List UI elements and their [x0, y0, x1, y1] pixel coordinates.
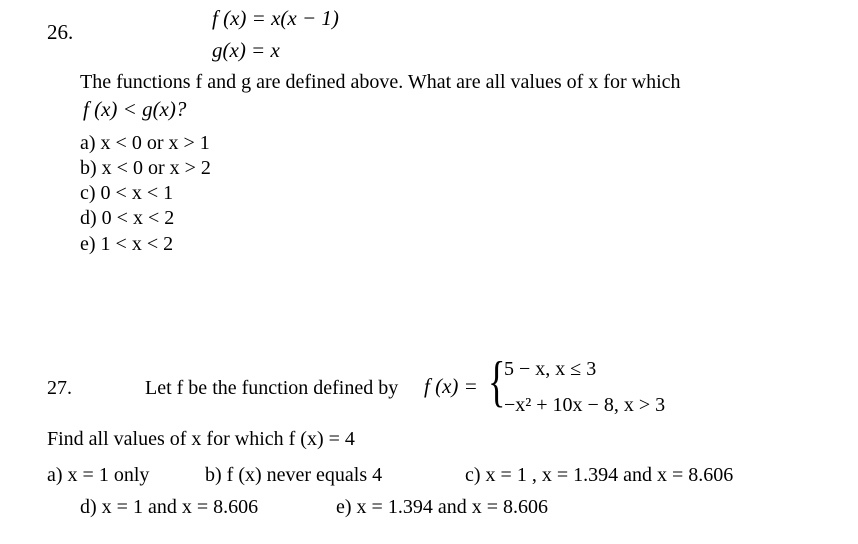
q26-choice-a: a) x < 0 or x > 1: [80, 132, 210, 154]
function-f-definition: f (x) = x(x − 1): [212, 6, 339, 30]
question-26-number: 26.: [47, 20, 74, 44]
q26-choice-b: b) x < 0 or x > 2: [80, 157, 211, 179]
q27-choice-c: c) x = 1 , x = 1.394 and x = 8.606: [465, 464, 734, 486]
question-26-prompt: The functions f and g are defined above. What are all values of x for which: [80, 71, 681, 93]
q27-choice-a: a) x = 1 only: [47, 464, 150, 486]
piecewise-f-label: f (x) =: [424, 374, 478, 398]
q27-choice-e: e) x = 1.394 and x = 8.606: [336, 496, 548, 518]
piecewise-piece-2: −x² + 10x − 8, x > 3: [504, 394, 666, 416]
question-27-lead: Let f be the function defined by: [145, 377, 399, 399]
q26-choice-c: c) 0 < x < 1: [80, 182, 174, 204]
q26-choice-e: e) 1 < x < 2: [80, 233, 174, 255]
question-27-number: 27.: [47, 377, 72, 399]
q26-choice-d: d) 0 < x < 2: [80, 207, 175, 229]
piecewise-piece-1: 5 − x, x ≤ 3: [504, 358, 597, 380]
question-26-inequality: f (x) < g(x)?: [83, 97, 187, 121]
piecewise-brace: {: [488, 351, 506, 413]
q27-choice-b: b) f (x) never equals 4: [205, 464, 383, 486]
q27-choice-d: d) x = 1 and x = 8.606: [80, 496, 259, 518]
question-27-find: Find all values of x for which f (x) = 4: [47, 428, 355, 450]
function-g-definition: g(x) = x: [212, 38, 280, 62]
